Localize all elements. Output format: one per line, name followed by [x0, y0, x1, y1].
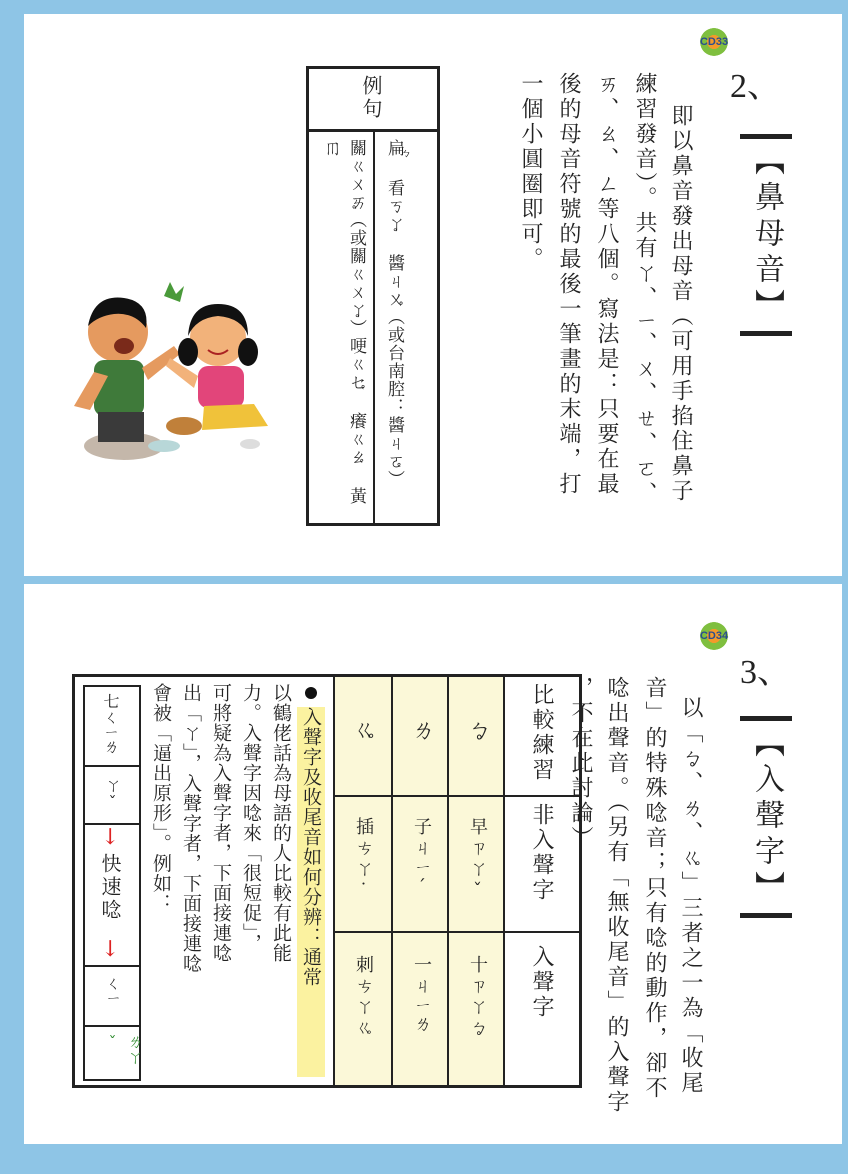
section-number: 2、: [730, 68, 781, 105]
example-table: [306, 66, 440, 526]
note-text-col: 會被「逼出原形」。例如：: [150, 683, 172, 914]
entering-cell: 刺ㄘㄚㆣ: [353, 955, 374, 1039]
note-text-col: 入聲字及收尾音如何分辨：通常: [297, 707, 325, 1077]
comparison-table: [72, 674, 582, 1088]
symbol-cell: ㆣ: [349, 717, 377, 744]
table-header-label: 例句: [359, 75, 383, 121]
row-header-compare: 比較練習: [529, 683, 554, 783]
children-illustration: [54, 276, 294, 476]
symbol-cell: ㆠ: [463, 717, 491, 744]
side-text: 七ㄑㄧㄌ: [101, 693, 120, 754]
table-vline: [333, 677, 335, 1085]
row-header-non-entering: 非入聲字: [529, 803, 554, 903]
section-heading: 【鼻母音】: [740, 134, 792, 336]
note-text-col: 可將疑為入聲字者，下面接連唸: [210, 683, 232, 963]
bottom-panel: [24, 584, 842, 1144]
side-text: ㄑㄧ: [103, 975, 122, 1004]
body-text-col: 一個小圓圈即可。: [518, 72, 543, 272]
intro-text-col: 以「ㆠ、ㄌ、ㆣ」三者之一為「收尾: [678, 696, 703, 1096]
example-column-1: 扁ㆴ 看ㄎㆩ 醬ㄐㆫ（或台南腔：醬ㄐㆧ）: [384, 139, 404, 488]
section-number: 3、: [740, 654, 791, 691]
intro-text-col: ，不在此討論）: [568, 676, 593, 851]
table-header: [309, 69, 437, 132]
note-text-col: 出「ㄚ」，入聲字者，下面接連唸: [180, 683, 202, 974]
table-vline: [503, 677, 505, 1085]
cd-badge-top: CD33: [700, 28, 728, 56]
bullet-dot: [305, 687, 317, 699]
row-header-entering: 入聲字: [529, 945, 554, 1020]
example-side-box: [83, 685, 144, 1081]
intro-text-col: 音」的特殊唸音；只有唸的動作，卻不: [642, 676, 667, 1101]
top-panel: [24, 14, 842, 576]
note-text-col: 力。入聲字因唸來「很短促」，: [240, 683, 262, 954]
entering-cell: 一ㄐㄧㄌ: [411, 955, 432, 1036]
table-hline: [333, 931, 579, 933]
intro-text-col: 唸出聲音。（另有「無收尾音」的入聲字: [604, 676, 629, 1115]
note-text-col: 以鶴佬話為母語的人比較有此能: [270, 683, 292, 963]
non-entering-cell: 子ㄐㄧˊ: [411, 817, 432, 901]
side-cell: [85, 767, 139, 825]
side-cell: [85, 967, 139, 1027]
symbol-cell: ㄌ: [407, 717, 435, 744]
body-text-col: ㄞ、ㄠ、ㄥ等八個。寫法是：只要在最: [594, 72, 619, 497]
section-heading: 【入聲字】: [740, 716, 792, 918]
down-arrow-icon: ↓: [101, 825, 120, 850]
entering-cell: 十ㄗㄚㆠ: [467, 955, 488, 1039]
side-cell: [85, 825, 139, 967]
table-vline: [447, 677, 449, 1085]
non-entering-cell: 插ㄘㄚ˙: [353, 817, 374, 904]
side-cell: [85, 687, 139, 767]
down-arrow-icon: ↓: [101, 937, 120, 962]
body-text-col: 後的母音符號的最後一筆畫的末端，打: [556, 72, 581, 497]
non-entering-cell: 早ㄗㄚˇ: [467, 817, 488, 904]
side-text: 快速唸: [98, 853, 122, 922]
body-text-col: 練習發音）。共有ㄚ、ㄧ、ㄨ、ㄝ、ㄛ、: [632, 72, 657, 507]
table-vline: [391, 677, 393, 1085]
table-divider: [373, 129, 375, 523]
side-text: ㄚˇ: [103, 777, 122, 812]
side-text: ㄌㄚˇ: [103, 1033, 144, 1065]
side-cell: [85, 1027, 144, 1077]
body-text-col: 即以鼻音發出母音（可用手掐住鼻子: [668, 104, 693, 504]
cd-badge-bottom: CD34: [700, 622, 728, 650]
example-column-2: 關ㄍㄨㆮ（或關ㄍㄨㆩ）哽ㄍㆥ 癢ㄍㆯ 黃ㆬ: [320, 139, 366, 505]
table-hline: [333, 795, 579, 797]
